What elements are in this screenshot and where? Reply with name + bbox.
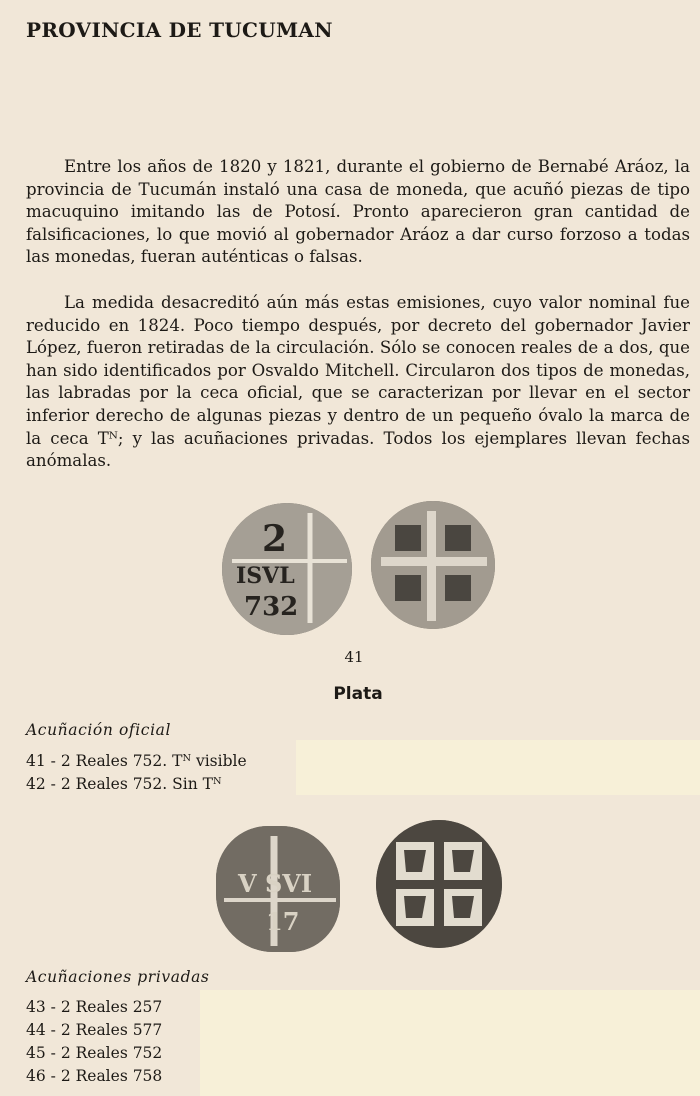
catalog-item: 43 - 2 Reales 257 (26, 998, 163, 1016)
paper-cover-patch (200, 990, 700, 1096)
metal-heading: Plata (333, 684, 383, 704)
coin-42-date-text: 17 (266, 907, 300, 936)
figure-number: 41 (344, 648, 364, 666)
catalog-item: 41 - 2 Reales 752. Tᴺ visible (26, 752, 247, 770)
catalog-list-oficial (26, 750, 247, 796)
coin-42-assayer-text: V SVI (238, 869, 313, 898)
page-title: PROVINCIA DE TUCUMAN (26, 18, 333, 42)
catalog-item: 45 - 2 Reales 752 (26, 1044, 163, 1062)
history-paragraph: La medida desacreditó aún más estas emisiones, cuyo valor nominal fue reducido en 1824. Poco tiempo después, por decreto del gobernador Javier López, fueron retiradas de la circulación. Sólo se conocen reales de a dos, que han sido identificados por Osvaldo Mitchell. Circularon dos tipos de monedas, las labradas por la ceca oficial, que se caracterizan por llevar en el sector inferior derecho de algunas piezas y dentro de un pequeño óvalo la marca de la ceca Tᴺ; y las acuñaciones privadas. Todos los ejemplares llevan fechas anómalas. (26, 293, 690, 471)
intro-paragraph: Entre los años de 1820 y 1821, durante el gobierno de Bernabé Aráoz, la provincia de Tucumán instaló una casa de moneda, que acuñó piezas de tipo macuquino imitando las de Potosí. Pronto aparecieron gran cantidad de falsificaciones, lo que movió al gobernador Aráoz a dar curso forzoso a todas las monedas, fueran auténticas o falsas. (26, 157, 690, 267)
coin-42-obverse-image (216, 826, 340, 952)
coin-41-obverse-image (222, 503, 352, 635)
catalog-list-privadas (26, 996, 162, 1088)
coin-42-reverse-image (376, 820, 502, 948)
coin-41-date-text: 732 (244, 592, 299, 622)
coin-41-assayer-text: ISVL (236, 563, 295, 589)
catalog-item: 42 - 2 Reales 752. Sin Tᴺ (26, 775, 222, 793)
coin-41-reverse-image (371, 501, 495, 629)
catalog-item: 44 - 2 Reales 577 (26, 1021, 163, 1039)
section-heading-oficial: Acuñación oficial (26, 721, 172, 739)
coin-41-value-text: 2 (262, 518, 288, 560)
section-heading-privadas: Acuñaciones privadas (26, 968, 210, 986)
paper-cover-patch (296, 740, 700, 795)
catalog-item: 46 - 2 Reales 758 (26, 1067, 163, 1085)
